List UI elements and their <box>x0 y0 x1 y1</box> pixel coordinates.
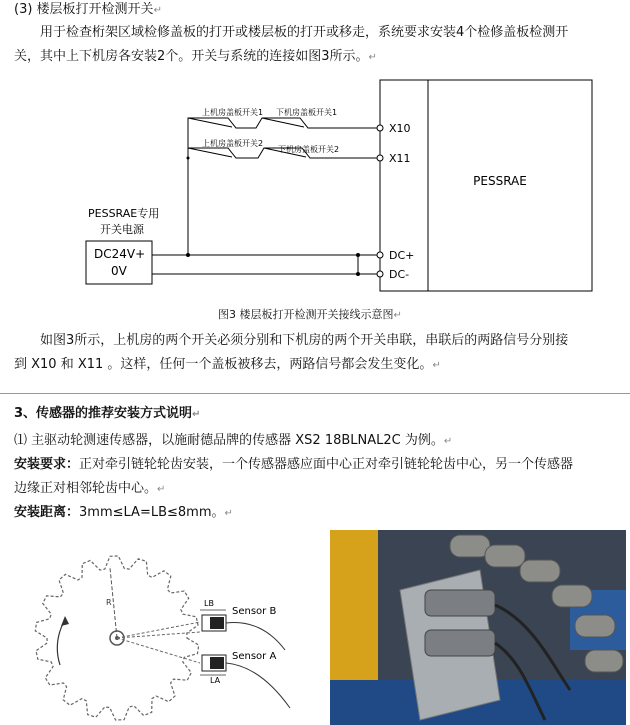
psu-title-2: 开关电源 <box>100 223 144 236</box>
page-separator <box>0 393 630 394</box>
paragraph-2-line-2: 到 X10 和 X11 。这样，任何一个盖板被移去，两路信号都会发生变化。↵ <box>14 357 441 372</box>
sensor-a-label: Sensor A <box>232 651 277 662</box>
psu-dc24v-label: DC24V+ <box>94 247 146 261</box>
terminal-x11 <box>377 155 383 161</box>
sensor-b-label: Sensor B <box>232 606 277 617</box>
sensor-b-cable <box>226 622 285 650</box>
switch-lower-2-label: 下机房盖板开关2 <box>278 145 340 154</box>
install-distance-label: 安装距离： <box>14 505 80 520</box>
switch-lower-1-blade <box>262 118 304 127</box>
item-heading: (3) 楼层板打开检测开关↵ <box>14 2 162 17</box>
terminal-x10 <box>377 125 383 131</box>
install-requirement-line-2: 边缘正对相邻轮齿中心。↵ <box>14 481 166 496</box>
rotation-arrow <box>57 620 65 665</box>
terminal-dc-plus-label: DC+ <box>389 249 415 262</box>
switch-upper-1-label: 上机房盖板开关1 <box>202 108 264 117</box>
terminal-x10-label: X10 <box>389 122 411 135</box>
paragraph-1-line-2: 关，其中上下机房各安装2个。开关与系统的连接如图3所示。↵ <box>14 49 377 64</box>
psu-0v-label: 0V <box>111 264 127 278</box>
sensor-installation-photo <box>330 530 626 725</box>
radius-label: R <box>106 598 112 607</box>
la-label: LA <box>210 676 221 685</box>
psu-title-1: PESSRAE专用 <box>88 207 160 220</box>
terminal-x11-label: X11 <box>389 152 411 165</box>
lb-label: LB <box>204 599 214 608</box>
photo-drawing <box>330 530 626 725</box>
terminal-dc-plus <box>377 252 383 258</box>
install-requirement-label: 安装要求： <box>14 457 80 472</box>
sensor-a-photo <box>425 630 495 656</box>
figure-caption: 图3 楼层板打开检测开关接线示意图↵ <box>218 308 402 321</box>
paragraph-2-line-1: 如图3所示，上机房的两个开关必须分别和下机房的两个开关串联，串联后的两路信号分别接 <box>40 333 569 348</box>
switch-upper-2-blade <box>188 148 232 157</box>
switch-upper-2-label: 上机房盖板开关2 <box>202 139 264 148</box>
install-distance: 安装距离：3mm≤LA=LB≤8mm。↵ <box>14 505 233 520</box>
switch-upper-1-blade <box>188 118 232 127</box>
terminal-dc-minus <box>377 271 383 277</box>
sensor-a-cable <box>226 663 290 708</box>
sensor-a-thread <box>210 657 224 669</box>
sensor-b-photo <box>425 590 495 616</box>
wiring-diagram <box>0 75 630 305</box>
item-1: ⑴ 主驱动轮测速传感器，以施耐德品牌的传感器 XS2 18BLNAL2C 为例。↵ <box>14 433 453 448</box>
switch-lower-1-label: 下机房盖板开关1 <box>276 108 338 117</box>
terminal-dc-minus-label: DC- <box>389 268 410 281</box>
switch-row-1-wire <box>188 118 377 128</box>
sensor-b-thread <box>210 617 224 629</box>
sprocket-sensor-drawing <box>20 540 320 725</box>
install-requirement-line-1: 安装要求：正对牵引链轮轮齿安装，一个传感器感应面中心正对牵引链轮轮齿中心，另一个传感器 <box>14 457 574 472</box>
controller-label: PESSRAE <box>473 174 527 188</box>
section-heading: 3、传感器的推荐安装方式说明↵ <box>14 406 201 421</box>
paragraph-1-line-1: 用于检查桁架区域检修盖板的打开或楼层板的打开或移走，系统要求安装4个检修盖板检测开 <box>40 25 569 40</box>
